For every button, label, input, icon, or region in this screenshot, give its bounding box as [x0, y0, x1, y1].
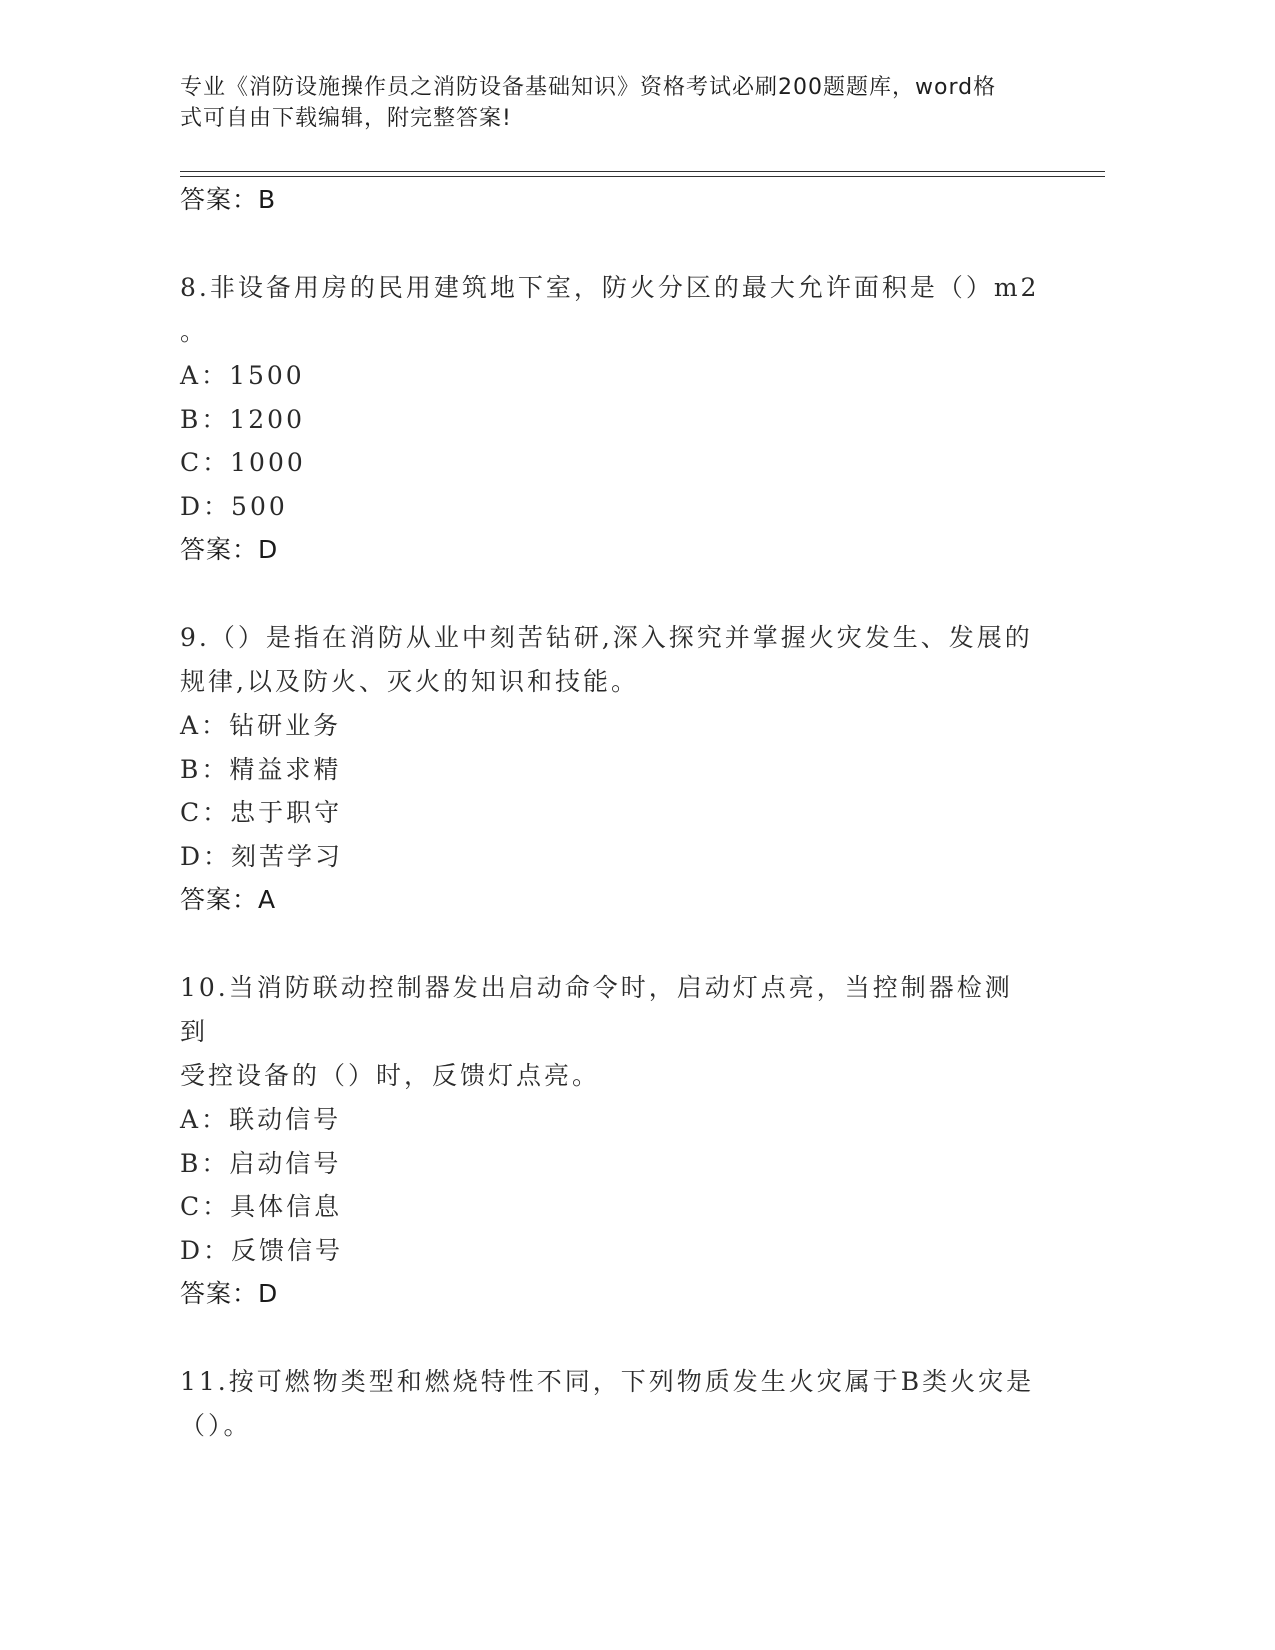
option-key: C： — [180, 448, 231, 477]
option-text: 500 — [231, 491, 288, 521]
answer-line: 答案：A — [180, 885, 277, 914]
stem-line: 受控设备的（）时，反馈灯点亮。 — [180, 1061, 601, 1090]
option-a — [180, 1098, 1040, 1142]
option-text: 1500 — [229, 361, 305, 390]
option-text: 精益求精 — [229, 754, 342, 784]
stem-line: 10.当消防联动控制器发出启动命令时，启动灯点亮，当控制器检测到 — [180, 973, 1013, 1046]
option-c — [180, 791, 1040, 835]
option-key: C： — [180, 798, 231, 827]
option-text: 1000 — [230, 448, 306, 477]
stem-line: 规律,以及防火、灭火的知识和技能。 — [180, 667, 639, 696]
option-a — [180, 354, 1040, 398]
option-key: A： — [180, 711, 230, 740]
stem-line: （）。 — [180, 1411, 252, 1440]
option-b — [180, 398, 1040, 442]
stem-line: 8.非设备用房的民用建筑地下室，防火分区的最大允许面积是（）m2 — [180, 273, 1040, 302]
option-key: A： — [180, 1105, 230, 1134]
question-9 — [180, 616, 1040, 922]
option-text: 钻研业务 — [229, 711, 342, 740]
option-text: 1200 — [229, 404, 305, 434]
option-key: C： — [180, 1192, 231, 1221]
header-line-2: 式可自由下载编辑，附完整答案! — [180, 106, 512, 131]
option-key: B： — [180, 1148, 230, 1178]
option-a — [180, 704, 1040, 748]
option-c — [180, 1185, 1040, 1229]
question-list — [180, 178, 1040, 1448]
option-b — [180, 1142, 1040, 1186]
option-key: A： — [180, 361, 230, 390]
answer-line: 答案：D — [180, 535, 279, 564]
option-key: B： — [180, 404, 230, 434]
question-11 — [180, 1360, 1040, 1448]
question-stem — [180, 266, 1040, 354]
header-divider-bottom — [180, 176, 1105, 177]
previous-answer: 答案：B — [180, 185, 277, 214]
question-8 — [180, 266, 1040, 572]
question-stem — [180, 616, 1040, 704]
option-key: D： — [180, 491, 232, 521]
option-text: 反馈信号 — [231, 1235, 344, 1265]
option-text: 启动信号 — [229, 1148, 342, 1178]
option-text: 联动信号 — [229, 1105, 342, 1134]
answer-line: 答案：D — [180, 1279, 279, 1308]
option-d — [180, 485, 1040, 529]
stem-line: 9.（）是指在消防从业中刻苦钻研,深入探究并掌握火灾发生、发展的 — [180, 623, 1033, 652]
document-header — [180, 72, 1060, 134]
question-stem — [180, 966, 1040, 1098]
option-key: D： — [180, 841, 232, 871]
option-key: D： — [180, 1235, 232, 1265]
question-stem — [180, 1360, 1040, 1448]
option-text: 具体信息 — [230, 1192, 343, 1221]
question-10 — [180, 966, 1040, 1316]
option-text: 忠于职守 — [230, 798, 343, 827]
stem-line: 。 — [180, 317, 209, 346]
header-divider-top — [180, 171, 1105, 172]
option-c — [180, 441, 1040, 485]
option-key: B： — [180, 754, 230, 784]
stem-line: 11.按可燃物类型和燃烧特性不同，下列物质发生火灾属于B类火灾是 — [180, 1367, 1035, 1396]
option-d — [180, 835, 1040, 879]
option-d — [180, 1229, 1040, 1273]
option-text: 刻苦学习 — [231, 841, 344, 871]
header-line-1: 专业《消防设施操作员之消防设备基础知识》资格考试必刷200题题库，word格 — [180, 75, 997, 100]
option-b — [180, 748, 1040, 792]
